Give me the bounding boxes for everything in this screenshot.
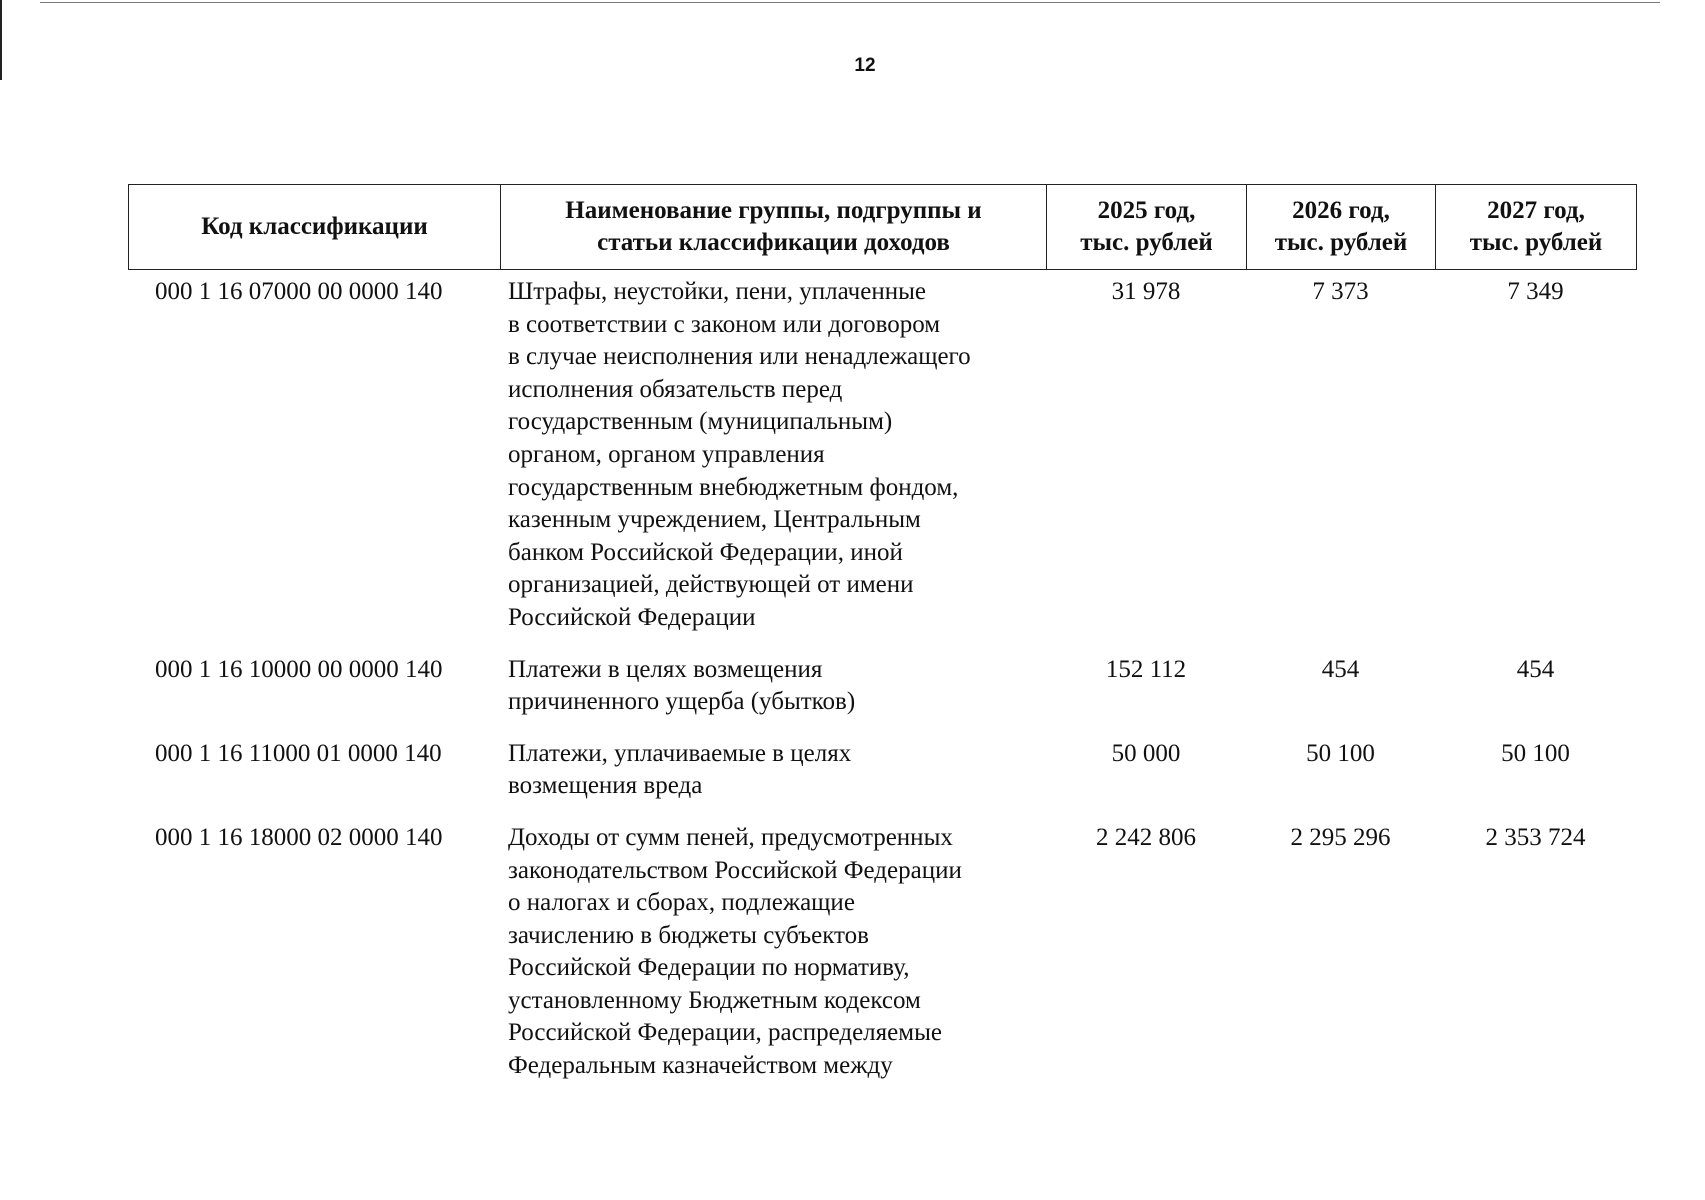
name-line: организацией, действующей от имени bbox=[508, 571, 914, 599]
header-text-line: тыс. рублей bbox=[1469, 229, 1603, 256]
classification-code: 000 1 16 18000 02 0000 140 bbox=[155, 823, 443, 851]
page-number: 12 bbox=[854, 55, 876, 76]
name-line: Штрафы, неустойки, пени, уплаченные bbox=[508, 278, 926, 305]
amount-2025: 50 000 bbox=[1111, 739, 1181, 767]
scan-edge-line bbox=[40, 2, 1660, 3]
table-row bbox=[128, 654, 1636, 738]
name-line: в случае неисполнения или ненадлежащего bbox=[508, 343, 971, 371]
header-2026 bbox=[1247, 185, 1436, 270]
name-line: причиненного ущерба (убытков) bbox=[508, 688, 856, 716]
amount-2027: 2 353 724 bbox=[1485, 823, 1586, 851]
table-row bbox=[128, 276, 1636, 654]
name-line: зачислению в бюджеты субъектов bbox=[508, 921, 869, 949]
classification-name bbox=[500, 822, 1046, 1102]
amount-2025: 152 112 bbox=[1105, 655, 1187, 683]
name-line: законодательством Российской Федерации bbox=[508, 856, 962, 884]
name-line: казенным учреждением, Центральным bbox=[508, 506, 921, 534]
amount-2027: 454 bbox=[1516, 655, 1555, 683]
name-line: Платежи, уплачиваемые в целях bbox=[508, 739, 852, 767]
name-line: о налогах и сборах, подлежащие bbox=[508, 889, 855, 917]
amount-2026: 50 100 bbox=[1306, 739, 1375, 767]
name-line: возмещения вреда bbox=[508, 772, 703, 800]
name-line: в соответствии с законом или договором bbox=[508, 310, 941, 338]
header-text-line: 2025 год, bbox=[1097, 197, 1196, 224]
classification-name bbox=[500, 738, 1046, 822]
header-2025 bbox=[1047, 185, 1247, 270]
name-line: государственным внебюджетным фондом, bbox=[508, 473, 959, 501]
classification-code: 000 1 16 07000 00 0000 140 bbox=[155, 278, 443, 305]
name-line: органом, органом управления bbox=[508, 440, 825, 468]
header-text-line: Код классификации bbox=[201, 213, 428, 240]
table-header bbox=[128, 184, 1637, 270]
name-line: Платежи в целях возмещения bbox=[508, 655, 823, 683]
table-row bbox=[128, 738, 1636, 822]
name-line: государственным (муниципальным) bbox=[508, 408, 893, 436]
scan-edge-mark bbox=[0, 0, 2, 80]
name-line: Доходы от сумм пеней, предусмотренных bbox=[508, 823, 953, 851]
classification-name bbox=[500, 276, 1046, 654]
header-name bbox=[501, 185, 1047, 270]
header-2027 bbox=[1436, 185, 1637, 270]
name-line: Российской Федерации bbox=[508, 603, 756, 631]
header-text-line: тыс. рублей bbox=[1274, 229, 1408, 256]
name-line: Российской Федерации, распределяемые bbox=[508, 1019, 942, 1047]
name-line: исполнения обязательств перед bbox=[508, 375, 843, 403]
header-text-line: 2027 год, bbox=[1487, 197, 1585, 224]
header-text-line: тыс. рублей bbox=[1080, 229, 1213, 256]
classification-name bbox=[500, 654, 1046, 738]
header-text-line: Наименование группы, подгруппы и bbox=[565, 197, 982, 224]
name-line: установленному Бюджетным кодексом bbox=[508, 986, 921, 1014]
header-text-line: 2026 год, bbox=[1292, 197, 1390, 224]
amount-2026: 2 295 296 bbox=[1290, 823, 1391, 851]
name-line: банком Российской Федерации, иной bbox=[508, 538, 903, 566]
name-line: Федеральным казначейством между bbox=[508, 1052, 893, 1080]
amount-2026: 454 bbox=[1321, 655, 1360, 683]
name-line: Российской Федерации по нормативу, bbox=[508, 954, 910, 982]
amount-2025: 31 978 bbox=[1111, 278, 1181, 305]
amount-2027: 7 349 bbox=[1507, 278, 1564, 305]
amount-2027: 50 100 bbox=[1501, 739, 1570, 767]
income-table-body bbox=[128, 276, 1636, 1102]
classification-code: 000 1 16 11000 01 0000 140 bbox=[155, 739, 442, 767]
amount-2026: 7 373 bbox=[1312, 278, 1369, 305]
table-row bbox=[128, 822, 1636, 1102]
classification-code: 000 1 16 10000 00 0000 140 bbox=[155, 655, 443, 683]
header-text-line: статьи классификации доходов bbox=[597, 229, 950, 256]
header-row bbox=[129, 185, 1637, 270]
header-code bbox=[129, 185, 501, 270]
amount-2025: 2 242 806 bbox=[1096, 823, 1196, 851]
